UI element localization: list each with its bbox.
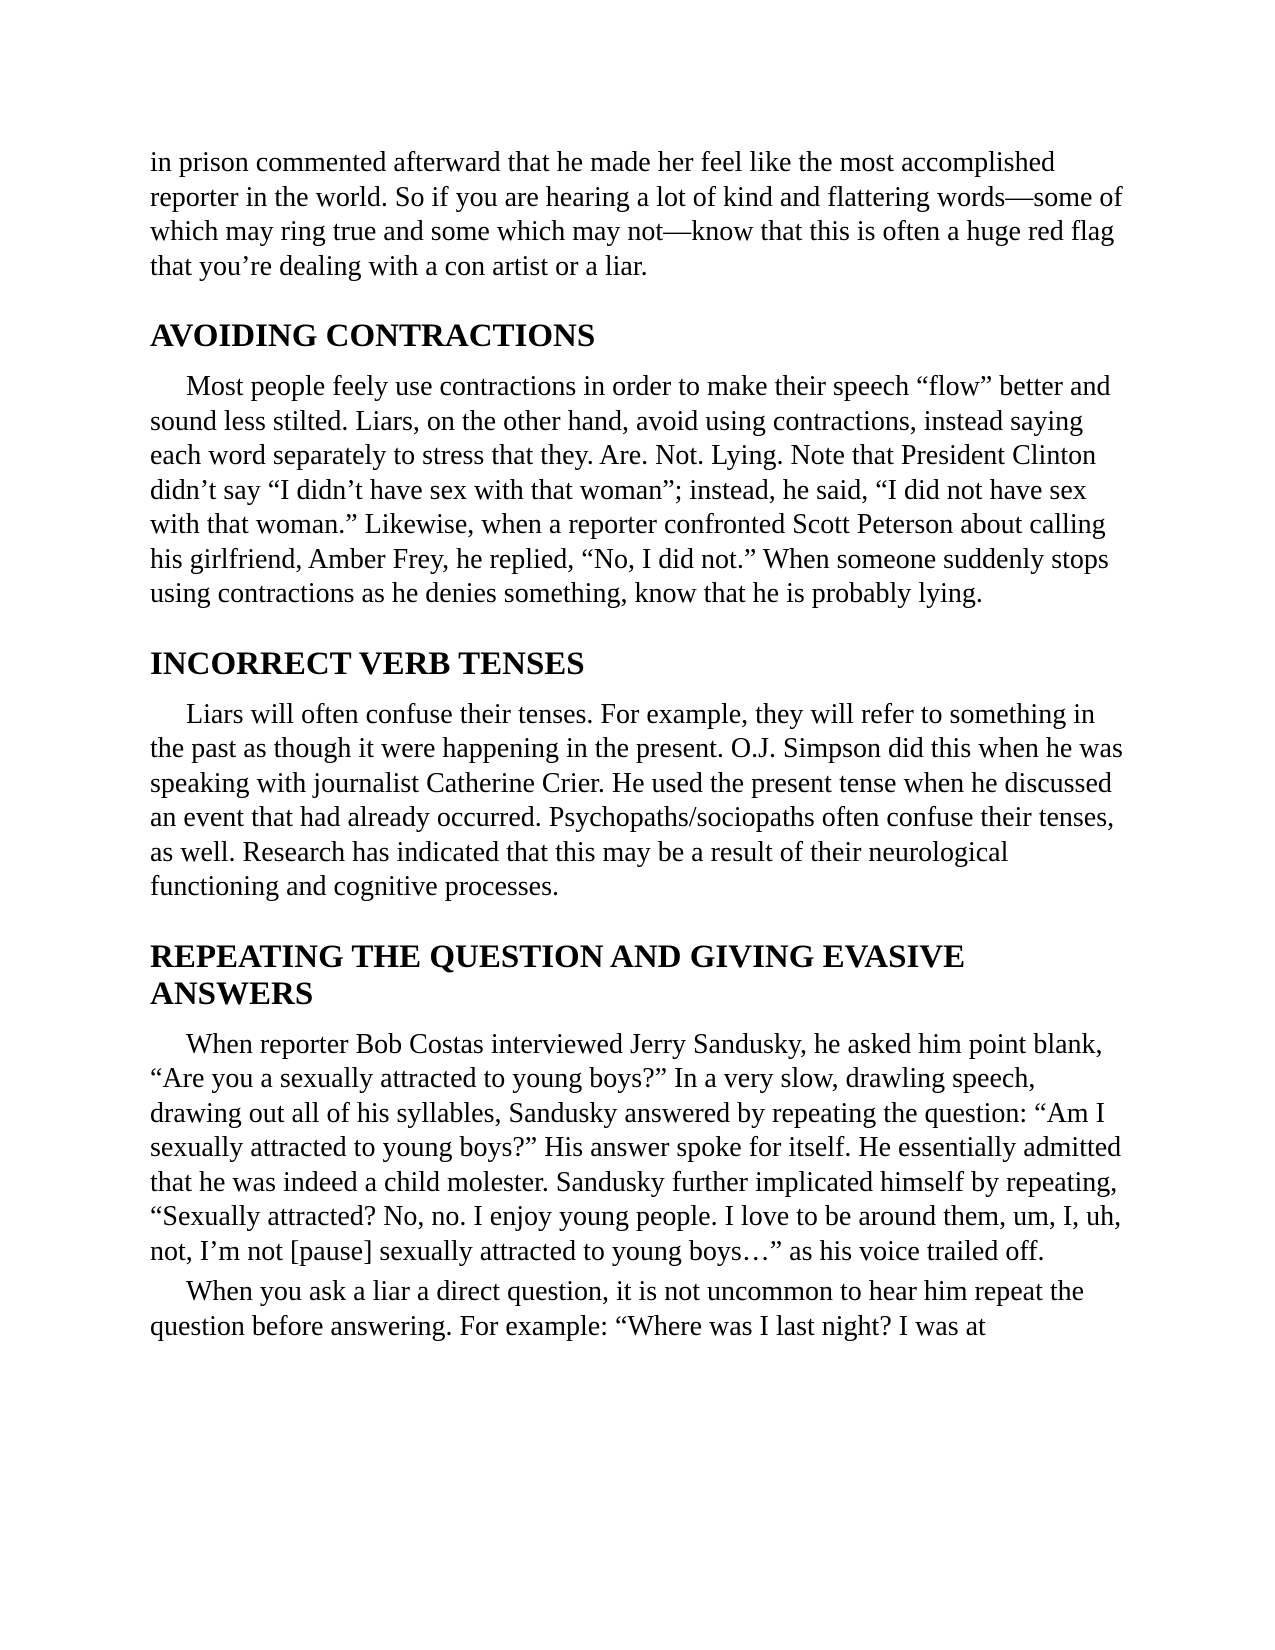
heading-avoiding-contractions: AVOIDING CONTRACTIONS	[150, 318, 596, 354]
page-body	[150, 146, 1130, 1350]
heading-incorrect-verb-tenses: INCORRECT VERB TENSES	[150, 645, 585, 682]
paragraph-continuation: in prison commented afterward that he made her feel like the most accomplished reporter in the world. So if you are hearing a lot of kind and flattering words—some of which may ring true and some which may not—know that this is often a huge red flag that you’re dealing with a con artist or a liar.	[150, 147, 1123, 282]
paragraph-verb-tenses: Liars will often confuse their tenses. For example, they will refer to something in the past as though it were happening in the present. O.J. Simpson did this when he was speaking with journalist Catherine Crier. He used the present tense when he discussed an event that had already occurred. Psychopaths/sociopaths often confuse their tenses, as well. Research has indicated that this may be a result of their neurological functioning and cognitive processes.	[150, 698, 1123, 902]
paragraph-direct-question: When you ask a liar a direct question, it is not uncommon to hear him repeat the question before answering. For example: “Where was I last night? I was at	[150, 1276, 1085, 1342]
paragraph-sandusky: When reporter Bob Costas interviewed Jerry Sandusky, he asked him point blank, “Are you a sexually attracted to young boys?” In a very slow, drawling speech, drawing out all of his syllables, Sandusky answered by repeating the question: “Am I sexually attracted to young boys?” His answer spoke for itself. He essentially admitted that he was indeed a child molester. Sandusky further implicated himself by repeating, “Sexually attracted? No, no. I enjoy young people. I love to be around them, um, I, uh, not, I’m not [pause] sexually attracted to young boys…” as his voice trailed off.	[150, 1028, 1122, 1267]
paragraph-contractions: Most people feely use contractions in order to make their speech “flow” better and sound less stilted. Liars, on the other hand, avoid using contractions, instead saying each word separately to stress that they. Are. Not. Lying. Note that President Clinton didn’t say “I didn’t have sex with that woman”; instead, he said, “I did not have sex with that woman.” Likewise, when a reporter confronted Scott Peterson about calling his girlfriend, Amber Frey, he replied, “No, I did not.” When someone suddenly stops using contractions as he denies something, know that he is probably lying.	[150, 371, 1111, 609]
heading-repeating-question: REPEATING THE QUESTION AND GIVING EVASIVE ANSWERS	[150, 938, 966, 1012]
